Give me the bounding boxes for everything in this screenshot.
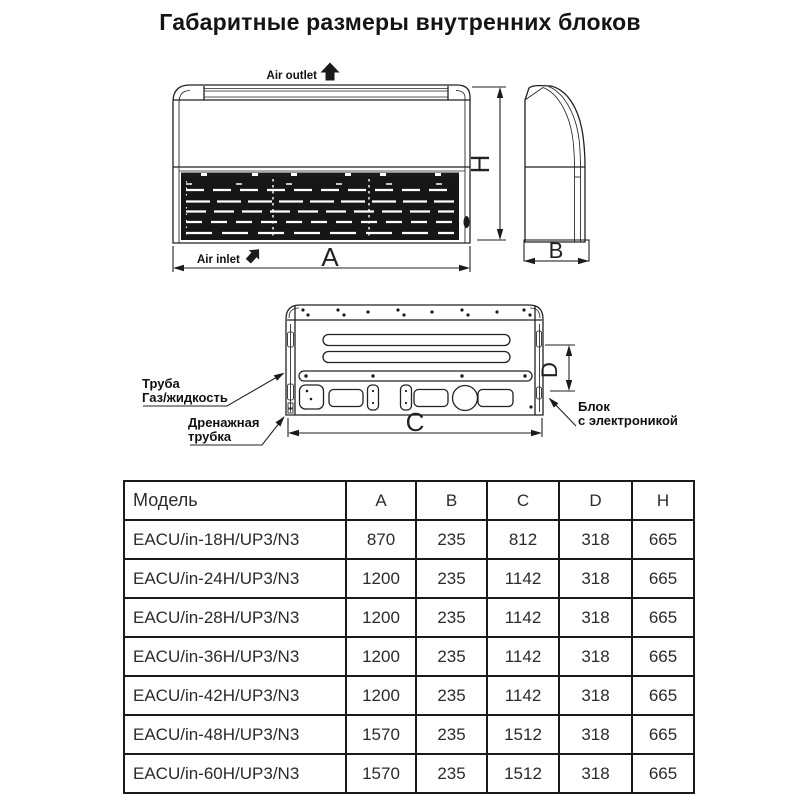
pipe-label-line1: Труба: [142, 376, 180, 391]
pipe-callout: [142, 373, 285, 406]
pipe-label-line2: Газ/жидкость: [142, 390, 228, 405]
model-cell: EACU/in-18H/UP3/N3: [124, 520, 346, 559]
screw-dots: [301, 308, 531, 316]
dim-d-cell: 318: [559, 559, 632, 598]
table-row: [124, 754, 694, 793]
dim-d-cell: 318: [559, 637, 632, 676]
dim-h-letter: H: [465, 154, 495, 174]
dim-c-cell: 1142: [487, 676, 559, 715]
electronics-label-line1: Блок: [578, 399, 610, 414]
dim-c-cell: 1512: [487, 754, 559, 793]
column-header-h: H: [632, 481, 694, 520]
dim-d-letter: D: [537, 362, 562, 378]
dim-a-letter: A: [321, 242, 339, 272]
dim-a-cell: 1200: [346, 598, 416, 637]
dimensions-table: [123, 480, 695, 794]
dim-a-cell: 1570: [346, 715, 416, 754]
dim-b-cell: 235: [416, 715, 487, 754]
dim-d-cell: 318: [559, 676, 632, 715]
table-header-row: [124, 481, 694, 520]
drain-callout: [188, 415, 285, 445]
column-header-c: C: [487, 481, 559, 520]
dim-h-cell: 665: [632, 598, 694, 637]
air-outlet-label: Air outlet: [266, 70, 317, 82]
dim-c-cell: 1142: [487, 559, 559, 598]
dim-h-cell: 665: [632, 637, 694, 676]
dimension-c: [288, 407, 542, 437]
dim-d-cell: 318: [559, 598, 632, 637]
model-cell: EACU/in-28H/UP3/N3: [124, 598, 346, 637]
column-header-d: D: [559, 481, 632, 520]
dim-b-cell: 235: [416, 754, 487, 793]
dim-c-letter: C: [405, 407, 425, 437]
air-inlet-label: Air inlet: [197, 254, 240, 266]
dim-d-cell: 318: [559, 715, 632, 754]
air-inlet-arrow-icon: [243, 245, 264, 266]
dim-h-cell: 665: [632, 754, 694, 793]
model-cell: EACU/in-48H/UP3/N3: [124, 715, 346, 754]
table-row: [124, 676, 694, 715]
dim-b-cell: 235: [416, 637, 487, 676]
dim-a-cell: 1570: [346, 754, 416, 793]
dim-d-cell: 318: [559, 754, 632, 793]
model-cell: EACU/in-60H/UP3/N3: [124, 754, 346, 793]
model-cell: EACU/in-42H/UP3/N3: [124, 676, 346, 715]
dim-b-cell: 235: [416, 559, 487, 598]
table-row: [124, 520, 694, 559]
column-header-model: Модель: [124, 481, 346, 520]
side-view: [524, 86, 589, 265]
electronics-callout: [549, 398, 678, 428]
dim-d-cell: 318: [559, 520, 632, 559]
dim-b-cell: 235: [416, 520, 487, 559]
table-row: [124, 715, 694, 754]
column-header-a: A: [346, 481, 416, 520]
drain-label-line1: Дренажная: [188, 415, 260, 430]
table-row: [124, 559, 694, 598]
dim-c-cell: 1142: [487, 637, 559, 676]
column-header-b: B: [416, 481, 487, 520]
dimension-h: [465, 87, 506, 240]
side-knob: [464, 216, 470, 228]
model-cell: EACU/in-24H/UP3/N3: [124, 559, 346, 598]
front-view: [173, 63, 506, 273]
table-row: [124, 637, 694, 676]
dim-h-cell: 665: [632, 676, 694, 715]
dim-c-cell: 812: [487, 520, 559, 559]
model-cell: EACU/in-36H/UP3/N3: [124, 637, 346, 676]
dim-a-cell: 1200: [346, 559, 416, 598]
air-outlet-arrow-icon: [321, 63, 340, 81]
electronics-label-line2: с электроникой: [578, 413, 678, 428]
page-title: Габаритные размеры внутренних блоков: [159, 9, 641, 35]
dim-h-cell: 665: [632, 715, 694, 754]
dim-a-cell: 870: [346, 520, 416, 559]
dim-c-cell: 1142: [487, 598, 559, 637]
dim-b-cell: 235: [416, 676, 487, 715]
dim-b-letter: B: [548, 238, 564, 263]
table-row: [124, 598, 694, 637]
dim-c-cell: 1512: [487, 715, 559, 754]
rear-view: [142, 305, 678, 445]
dim-h-cell: 665: [632, 520, 694, 559]
inlet-grille: [181, 173, 459, 241]
dim-a-cell: 1200: [346, 676, 416, 715]
dim-a-cell: 1200: [346, 637, 416, 676]
dim-h-cell: 665: [632, 559, 694, 598]
dim-b-cell: 235: [416, 598, 487, 637]
drain-label-line2: трубка: [188, 429, 232, 444]
